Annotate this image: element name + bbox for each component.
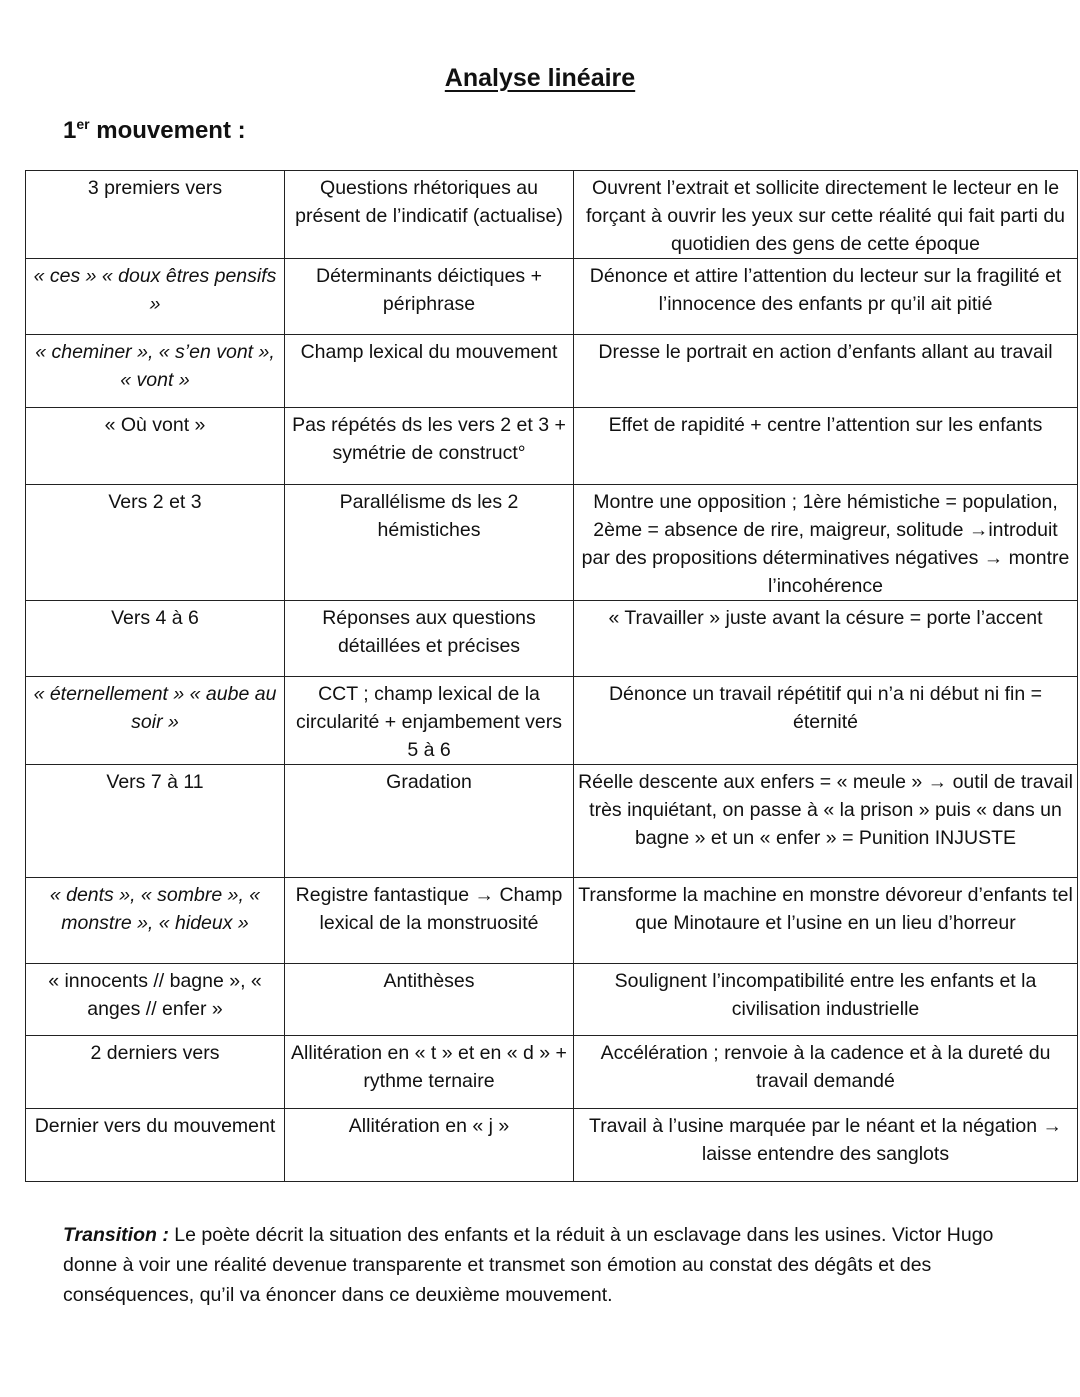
cell-interpretation: Accélération ; renvoie à la cadence et à la dureté du travail demandé — [574, 1036, 1078, 1109]
cell-procede: CCT ; champ lexical de la circularité + enjambement vers 5 à 6 — [285, 677, 574, 765]
cell-citation: « cheminer », « s’en vont », « vont » — [26, 335, 285, 408]
heading-number: 1 — [63, 117, 77, 144]
table-row — [26, 1109, 1078, 1182]
cell-interpretation: Effet de rapidité + centre l’attention sur les enfants — [574, 408, 1078, 485]
analysis-table — [25, 170, 1078, 1182]
cell-citation: « dents », « sombre », « monstre », « hideux » — [26, 878, 285, 964]
table-row — [26, 171, 1078, 259]
transition-text: Le poète décrit la situation des enfants et la réduit à un esclavage dans les usines. Victor Hugo donne à voir une réalité devenue transparente et transmet son émotion au constat des dégâts et des conséquences, qu’il va énoncer dans ce deuxième mouvement. — [63, 1224, 994, 1306]
table-row — [26, 601, 1078, 677]
cell-procede: Gradation — [285, 765, 574, 878]
cell-interpretation: Travail à l’usine marquée par le néant et la négation → laisse entendre des sanglots — [574, 1109, 1078, 1182]
heading-text: mouvement : — [89, 117, 246, 144]
cell-citation: Vers 2 et 3 — [26, 485, 285, 601]
transition-label: Transition : — [63, 1224, 169, 1246]
cell-interpretation: Montre une opposition ; 1ère hémistiche = population, 2ème = absence de rire, maigreur, solitude →introduit par des propositions déterminatives négatives → montre l’incohérence — [574, 485, 1078, 601]
cell-procede: Pas répétés ds les vers 2 et 3 + symétrie de construct° — [285, 408, 574, 485]
table-row — [26, 765, 1078, 878]
cell-interpretation: Transforme la machine en monstre dévoreur d’enfants tel que Minotaure et l’usine en un lieu d’horreur — [574, 878, 1078, 964]
cell-citation: Dernier vers du mouvement — [26, 1109, 285, 1182]
cell-citation: « innocents // bagne », « anges // enfer » — [26, 964, 285, 1036]
cell-citation: Vers 7 à 11 — [26, 765, 285, 878]
cell-interpretation: Dresse le portrait en action d’enfants allant au travail — [574, 335, 1078, 408]
cell-interpretation: « Travailler » juste avant la césure = porte l’accent — [574, 601, 1078, 677]
cell-procede: Réponses aux questions détaillées et précises — [285, 601, 574, 677]
table-row — [26, 878, 1078, 964]
cell-interpretation: Réelle descente aux enfers = « meule » → outil de travail très inquiétant, on passe à « la prison » puis « dans un bagne » et un « enfer » = Punition INJUSTE — [574, 765, 1078, 878]
table-row — [26, 485, 1078, 601]
cell-citation: « ces » « doux êtres pensifs » — [26, 259, 285, 335]
heading-superscript: er — [76, 116, 90, 132]
cell-procede: Allitération en « t » et en « d » + rythme ternaire — [285, 1036, 574, 1109]
cell-procede: Questions rhétoriques au présent de l’indicatif (actualise) — [285, 171, 574, 259]
cell-procede: Déterminants déictiques + périphrase — [285, 259, 574, 335]
cell-citation: Vers 4 à 6 — [26, 601, 285, 677]
table-row — [26, 259, 1078, 335]
page-title: Analyse linéaire — [444, 64, 636, 92]
cell-interpretation: Dénonce et attire l’attention du lecteur sur la fragilité et l’innocence des enfants pr qu’il ait pitié — [574, 259, 1078, 335]
table-row — [26, 677, 1078, 765]
section-heading — [63, 116, 246, 145]
table-row — [26, 408, 1078, 485]
table-row — [26, 964, 1078, 1036]
cell-procede: Registre fantastique → Champ lexical de la monstruosité — [285, 878, 574, 964]
cell-citation: 3 premiers vers — [26, 171, 285, 259]
table-row — [26, 335, 1078, 408]
cell-procede: Champ lexical du mouvement — [285, 335, 574, 408]
cell-procede: Antithèses — [285, 964, 574, 1036]
cell-procede: Parallélisme ds les 2 hémistiches — [285, 485, 574, 601]
cell-procede: Allitération en « j » — [285, 1109, 574, 1182]
table-row — [26, 1036, 1078, 1109]
cell-citation: « Où vont » — [26, 408, 285, 485]
cell-citation: « éternellement » « aube au soir » — [26, 677, 285, 765]
cell-interpretation: Ouvrent l’extrait et sollicite directement le lecteur en le forçant à ouvrir les yeux sur cette réalité qui fait parti du quotidien des gens de cette époque — [574, 171, 1078, 259]
cell-interpretation: Soulignent l’incompatibilité entre les enfants et la civilisation industrielle — [574, 964, 1078, 1036]
transition-paragraph — [63, 1220, 1023, 1310]
cell-interpretation: Dénonce un travail répétitif qui n’a ni début ni fin = éternité — [574, 677, 1078, 765]
cell-citation: 2 derniers vers — [26, 1036, 285, 1109]
